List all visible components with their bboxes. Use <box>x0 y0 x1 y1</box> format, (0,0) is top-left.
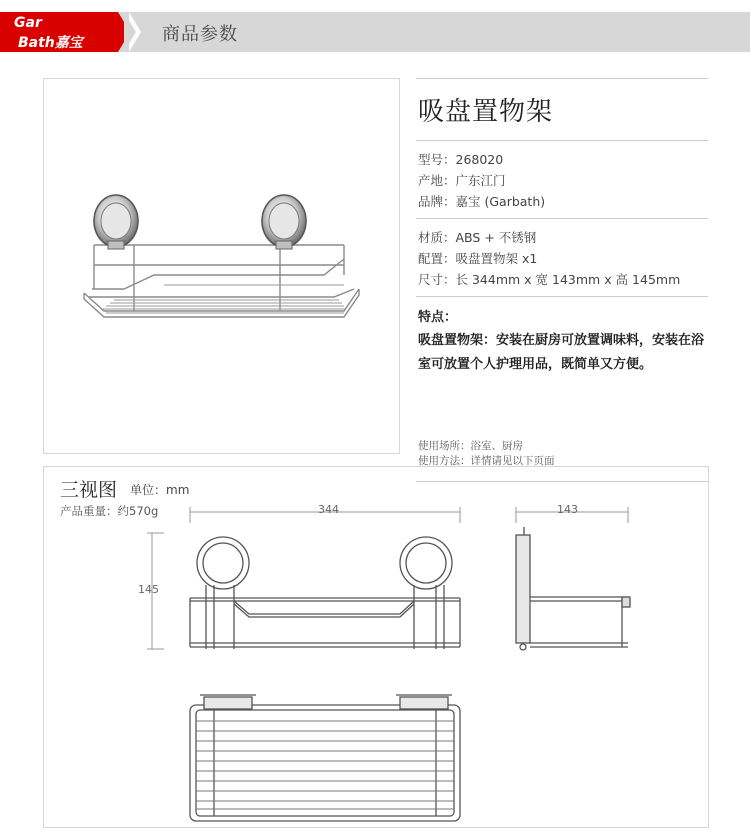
top-view <box>190 695 460 821</box>
views-title: 三视图 <box>60 479 118 501</box>
dimension-depth-label: 143 <box>557 503 578 516</box>
features-description: 吸盘置物架：安装在厨房可放置调味料，安装在浴室可放置个人护理用品，既简单又方便。 <box>418 333 705 372</box>
divider <box>416 78 708 79</box>
divider <box>416 218 708 219</box>
product-name: 吸盘置物架 <box>418 97 554 127</box>
product-photo <box>43 78 400 454</box>
brand-logo <box>0 12 118 52</box>
front-view <box>190 537 460 649</box>
dimension-height-label: 145 <box>138 583 159 596</box>
product-weight: 产品重量：约570g <box>60 504 159 518</box>
divider <box>416 140 708 141</box>
divider <box>416 296 708 297</box>
usage-method: 使用方法：详情请见以下页面 <box>418 455 555 467</box>
usage-place: 使用场所：浴室、厨房 <box>418 440 523 452</box>
top-view-wires <box>196 721 454 809</box>
shelf-illustration <box>44 79 399 453</box>
material: 材质：ABS + 不锈钢 <box>418 230 537 245</box>
brand: 品牌：嘉宝 (Garbath) <box>418 194 546 209</box>
side-view <box>516 527 630 650</box>
features-title: 特点： <box>418 310 458 325</box>
dimension-length-label: 344 <box>318 503 339 516</box>
dimensions: 尺寸：长 344mm x 宽 143mm x 高 145mm <box>418 272 681 287</box>
logo-text-bottom: Bath嘉宝 <box>18 35 83 51</box>
origin: 产地：广东江门 <box>418 173 506 188</box>
configuration: 配置：吸盘置物架 x1 <box>418 251 538 266</box>
unit-label: 单位：mm <box>130 483 190 497</box>
section-header <box>0 12 750 52</box>
header-chevron-fill <box>124 12 136 52</box>
suction-cup-right <box>262 195 306 249</box>
three-view-drawing <box>43 466 709 828</box>
section-title: 商品参数 <box>162 24 238 45</box>
product-info <box>416 78 708 482</box>
suction-cup-left <box>94 195 138 249</box>
logo-text-top: Gar <box>14 15 42 31</box>
technical-drawing <box>44 467 708 827</box>
model-number: 型号：268020 <box>418 152 504 167</box>
